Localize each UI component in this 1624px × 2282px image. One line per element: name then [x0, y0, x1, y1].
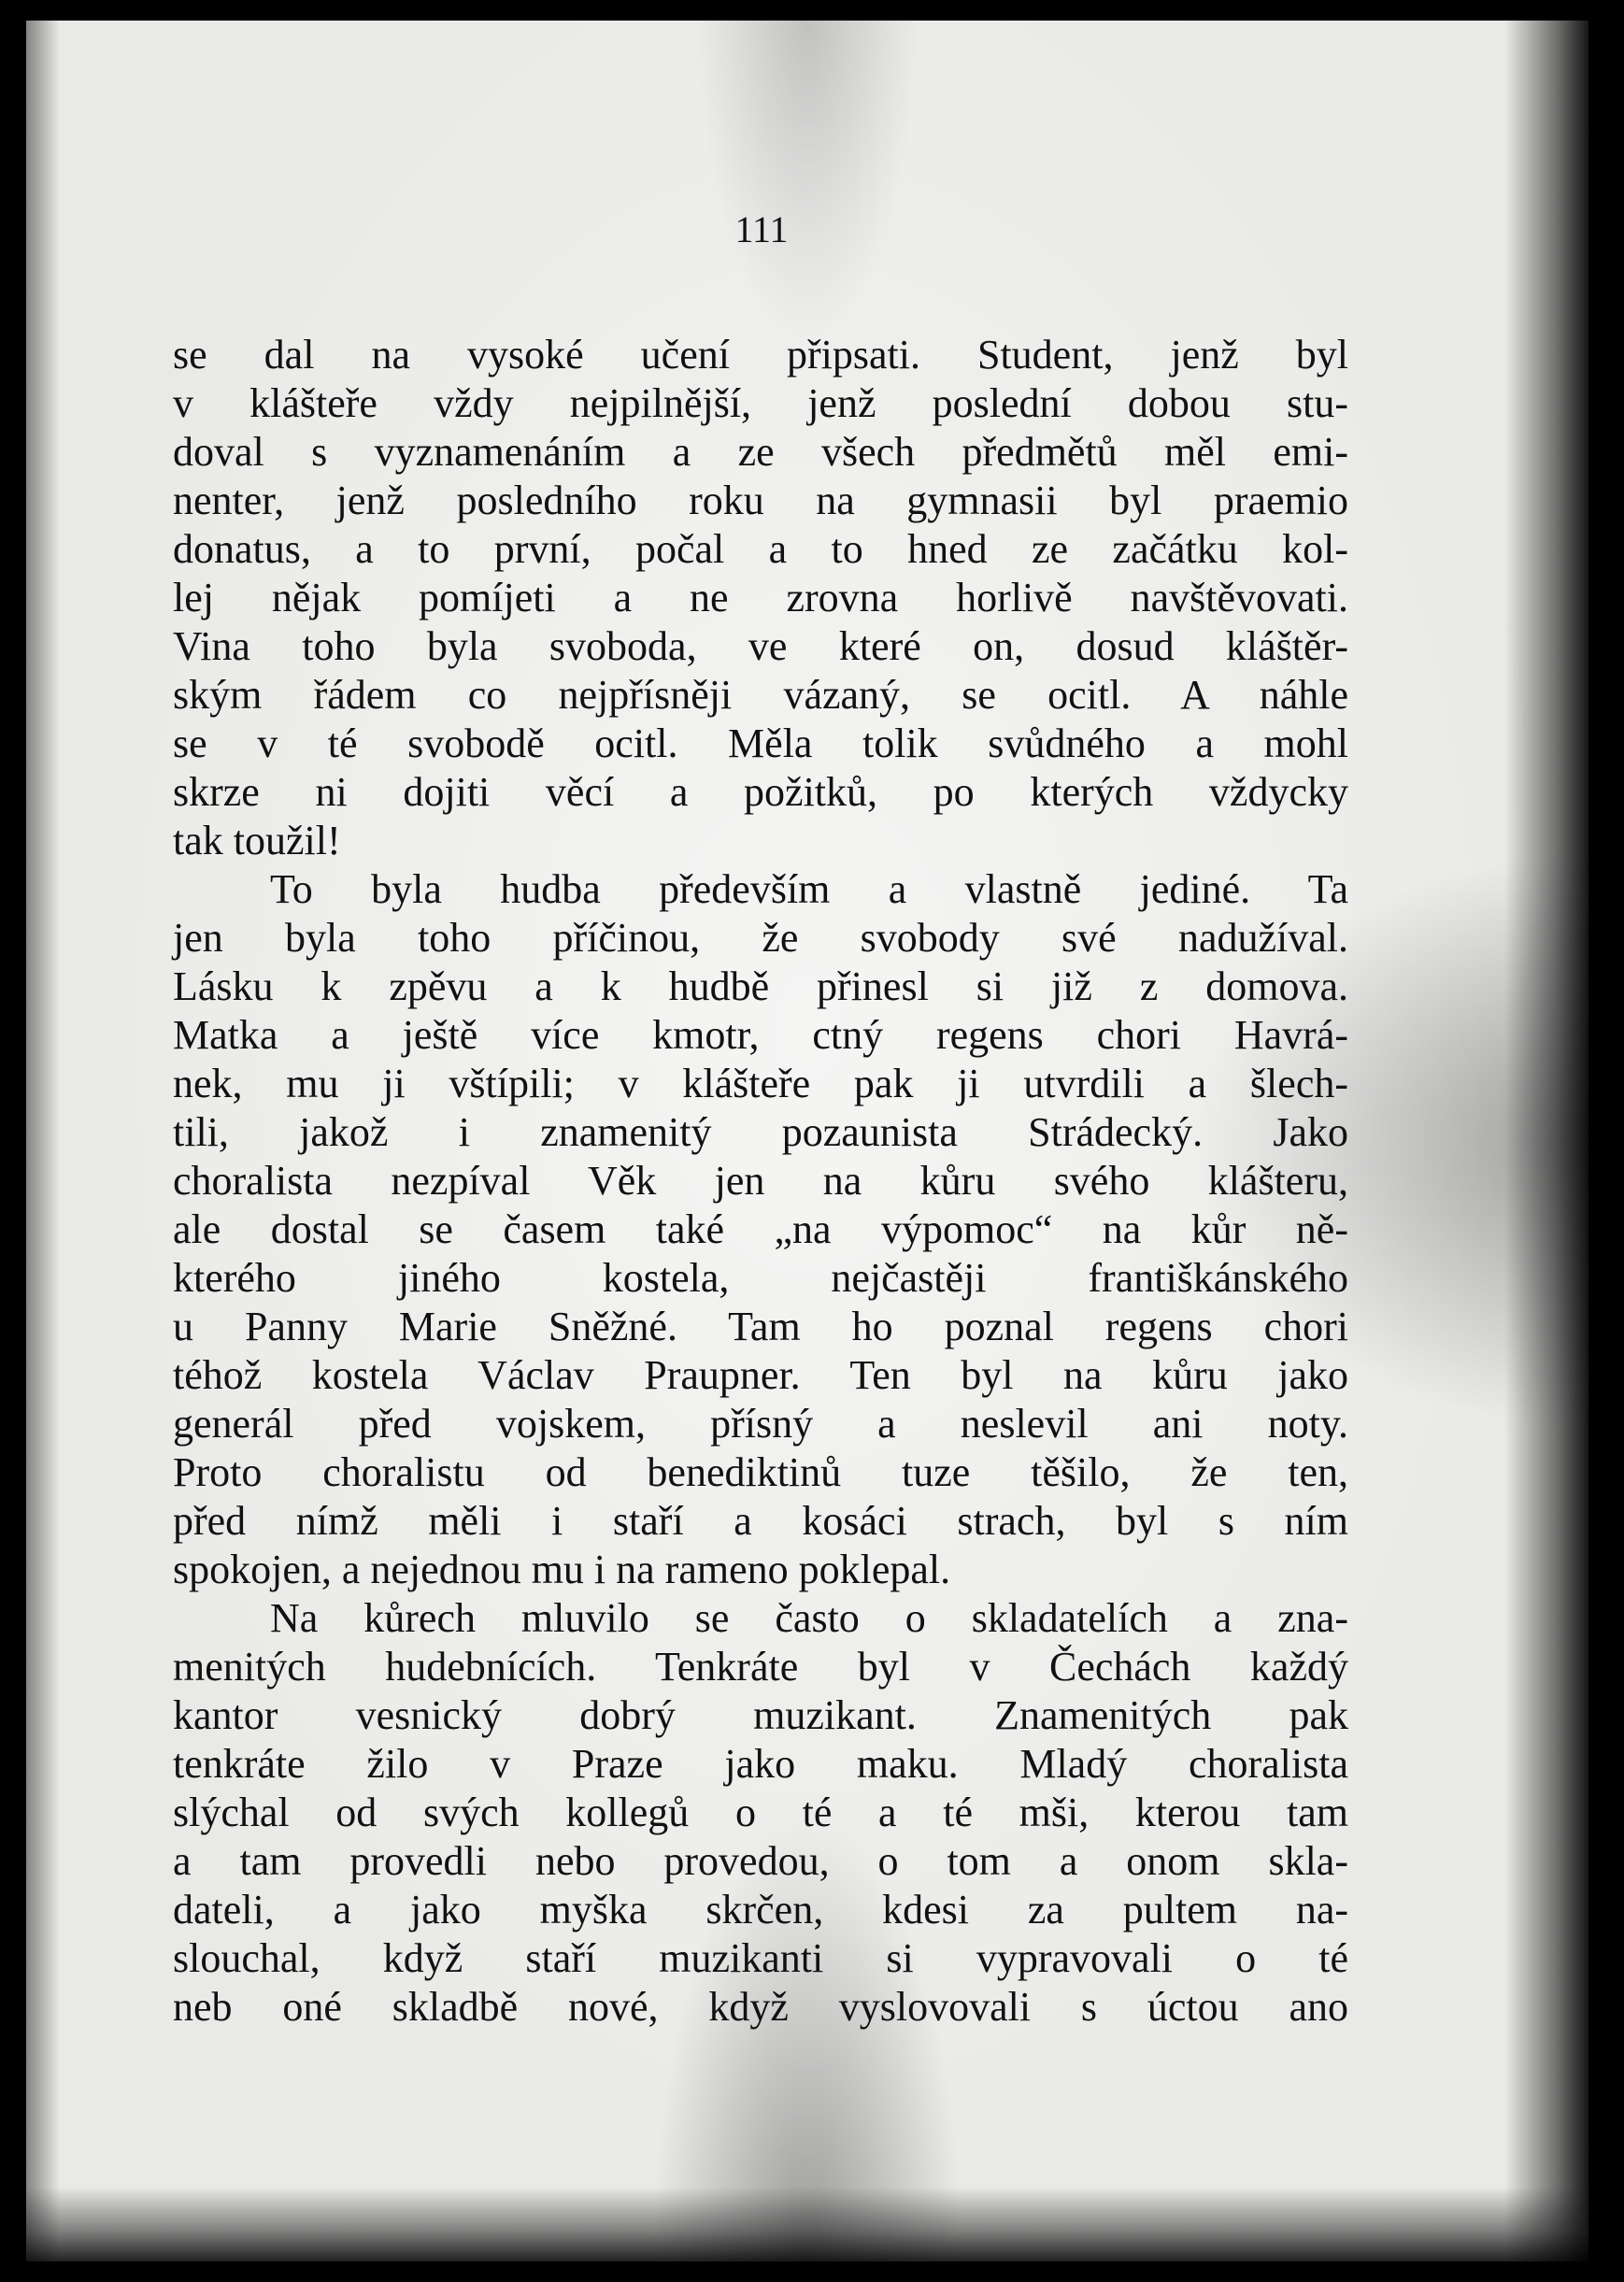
text-line: ským řádem co nejpřísněji vázaný, se ocitl. A náhle: [173, 672, 1348, 718]
text-line: neb oné skladbě nové, když vyslovovali s úctou ano: [173, 1984, 1348, 2030]
text-line: tak toužil!: [173, 818, 341, 863]
page-number: 111: [734, 208, 789, 250]
text-line: Lásku k zpěvu a k hudbě přinesl si již z domova.: [173, 963, 1348, 1009]
text-line: téhož kostela Václav Praupner. Ten byl na kůru jako: [173, 1352, 1348, 1398]
body-text: [173, 331, 1348, 2032]
text-line: spokojen, a nejednou mu i na rameno poklepal.: [173, 1547, 951, 1592]
text-line: se v té svobodě ocitl. Měla tolik svůdného a mohl: [173, 720, 1348, 766]
text-line: jen byla toho příčinou, že svobody své nadužíval.: [173, 915, 1348, 961]
text-line: kterého jiného kostela, nejčastěji františkánského: [173, 1255, 1348, 1301]
text-line: slouchal, když staří muzikanti si vypravovali o té: [173, 1935, 1348, 1981]
text-line: generál před vojskem, přísný a neslevil ani noty.: [173, 1401, 1348, 1447]
text-line: Proto choralistu od benediktinů tuze těšilo, že ten,: [173, 1449, 1348, 1495]
text-line: doval s vyznamenáním a ze všech předmětů měl emi-: [173, 429, 1348, 475]
page-shadow-right: [1504, 21, 1588, 2261]
text-line: před nímž měli i staří a kosáci strach, byl s ním: [173, 1498, 1348, 1544]
text-line: u Panny Marie Sněžné. Tam ho poznal regens chori: [173, 1304, 1348, 1349]
page-shadow-left: [26, 21, 60, 2261]
text-line: lej nějak pomíjeti a ne zrovna horlivě navštěvovati.: [173, 575, 1348, 620]
text-line: nenter, jenž posledního roku na gymnasii byl praemio: [173, 478, 1348, 523]
text-line: To byla hudba především a vlastně jediné. Ta: [270, 866, 1348, 912]
text-line: kantor vesnický dobrý muzikant. Znamenitých pak: [173, 1692, 1348, 1738]
text-line: Na kůrech mluvilo se často o skladatelích a zna-: [270, 1595, 1348, 1641]
text-line: se dal na vysoké učení připsati. Student, jenž byl: [173, 332, 1348, 378]
text-line: v klášteře vždy nejpilnější, jenž poslední dobou stu-: [173, 380, 1348, 426]
text-line: tili, jakož i znamenitý pozaunista Strádecký. Jako: [173, 1109, 1348, 1155]
text-line: skrze ni dojiti věcí a požitků, po kterých vždycky: [173, 769, 1348, 815]
text-line: donatus, a to první, počal a to hned ze začátku kol-: [173, 526, 1348, 572]
text-line: nek, mu ji vštípili; v klášteře pak ji utvrdili a šlech-: [173, 1061, 1348, 1106]
text-line: Matka a ještě více kmotr, ctný regens chori Havrá-: [173, 1012, 1348, 1058]
text-line: slýchal od svých kollegů o té a té mši, kterou tam: [173, 1790, 1348, 1835]
text-line: ale dostal se časem také „na výpomoc“ na kůr ně-: [173, 1206, 1348, 1252]
text-line: tenkráte žilo v Praze jako maku. Mladý choralista: [173, 1741, 1348, 1787]
text-line: Vina toho byla svoboda, ve které on, dosud kláštěr-: [173, 623, 1348, 669]
text-line: dateli, a jako myška skrčen, kdesi za pultem na-: [173, 1887, 1348, 1933]
text-line: a tam provedli nebo provedou, o tom a onom skla-: [173, 1838, 1348, 1884]
text-line: menitých hudebnících. Tenkráte byl v Čechách každý: [173, 1644, 1348, 1690]
page-shadow-bottom: [26, 2187, 1588, 2261]
text-line: choralista nezpíval Věk jen na kůru svého klášteru,: [173, 1158, 1348, 1204]
